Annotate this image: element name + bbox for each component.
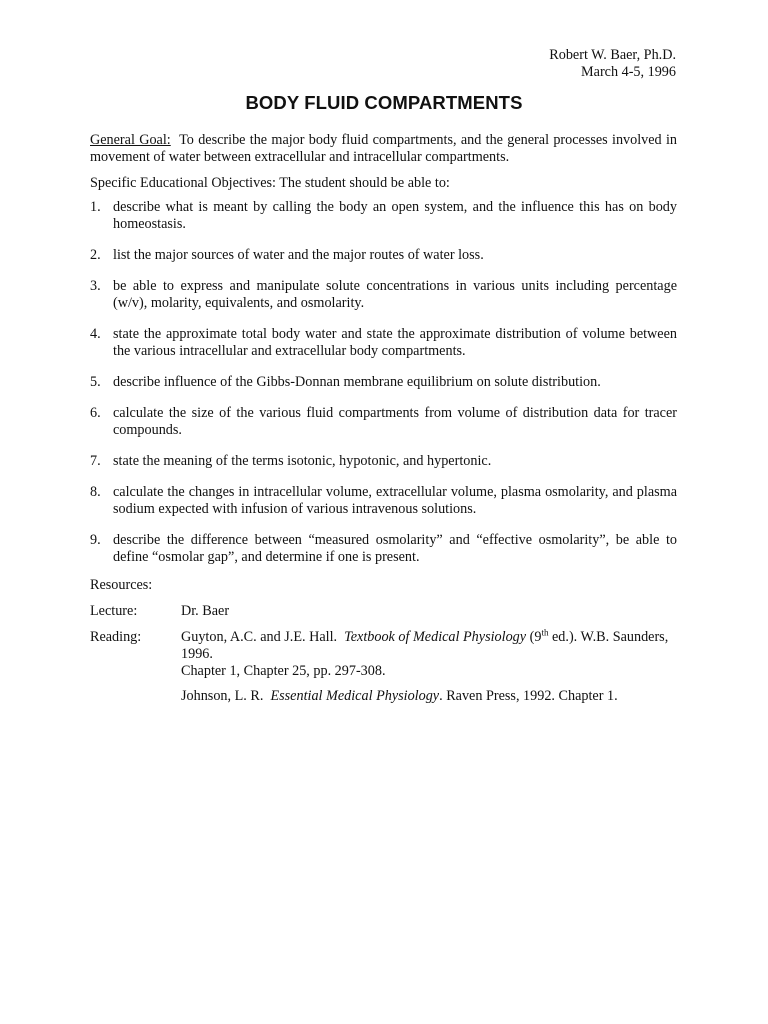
reading-citation-1 — [181, 629, 677, 680]
document-title: BODY FLUID COMPARTMENTS — [245, 92, 523, 113]
reading-1-authors: Guyton, A.C. and J.E. Hall. — [181, 629, 338, 645]
reading-1-edition-pre: (9 — [529, 629, 542, 645]
objective-number: 3. — [90, 278, 101, 294]
document-body — [90, 132, 677, 705]
objectives-list — [90, 199, 677, 566]
objective-item — [90, 278, 677, 312]
objective-item — [90, 326, 677, 360]
objective-item — [90, 532, 677, 566]
reading-label: Reading: — [90, 629, 142, 645]
reading-2-authors: Johnson, L. R. — [181, 688, 264, 704]
lecture-row — [90, 603, 677, 620]
general-goal-label: General Goal: — [90, 132, 171, 148]
reading-1-chapters: Chapter 1, Chapter 25, pp. 297-308. — [181, 663, 386, 679]
objective-item — [90, 484, 677, 518]
objective-number: 9. — [90, 532, 101, 548]
general-goal — [90, 132, 677, 166]
objective-number: 7. — [90, 453, 101, 469]
objective-number: 1. — [90, 199, 101, 215]
objective-item — [90, 247, 677, 264]
author-block — [549, 47, 676, 81]
reading-2-book-title: Essential Medical Physiology — [270, 688, 440, 704]
objective-item — [90, 405, 677, 439]
objective-number: 5. — [90, 374, 101, 390]
lecture-text: Dr. Baer — [181, 603, 230, 619]
lecture-date: March 4-5, 1996 — [581, 64, 676, 80]
reading-citation-2 — [181, 688, 677, 705]
objective-text: describe influence of the Gibbs-Donnan membrane equilibrium on solute distribution. — [113, 374, 601, 390]
objective-number: 8. — [90, 484, 101, 500]
objective-number: 6. — [90, 405, 101, 421]
objective-text: list the major sources of water and the major routes of water loss. — [113, 247, 484, 263]
author-name: Robert W. Baer, Ph.D. — [549, 47, 676, 63]
reading-1-edition-sup: th — [541, 627, 549, 638]
objective-text: state the meaning of the terms isotonic, hypotonic, and hypertonic. — [113, 453, 492, 469]
objective-item — [90, 374, 677, 391]
objective-text: calculate the changes in intracellular volume, extracellular volume, plasma osmolarity, and plasma sodium expected with infusion of various intravenous solutions. — [113, 484, 677, 517]
objectives-intro: Specific Educational Objectives: The student should be able to: — [90, 175, 450, 191]
reading-1-book-title: Textbook of Medical Physiology — [344, 629, 527, 645]
reading-1-edition-post: ed.). W.B. Saunders, 1996. — [181, 629, 669, 662]
objective-number: 2. — [90, 247, 101, 263]
objective-text: describe the difference between “measured osmolarity” and “effective osmolarity”, be able to define “osmolar gap”, and determine if one is present. — [113, 532, 677, 565]
lecture-label: Lecture: — [90, 603, 138, 619]
reading-2-rest: . Raven Press, 1992. Chapter 1. — [439, 688, 618, 704]
resources-heading: Resources: — [90, 577, 153, 593]
general-goal-text: To describe the major body fluid compartments, and the general processes involved in movement of water between extracellular and intracellular compartments. — [90, 132, 677, 165]
objective-text: state the approximate total body water and state the approximate distribution of volume between the various intracellular and extracellular body compartments. — [113, 326, 677, 359]
objective-text: calculate the size of the various fluid compartments from volume of distribution data for tracer compounds. — [113, 405, 677, 438]
objective-text: be able to express and manipulate solute concentrations in various units including percentage (w/v), molarity, equivalents, and osmolarity. — [113, 278, 677, 311]
objective-text: describe what is meant by calling the body an open system, and the influence this has on body homeostasis. — [113, 199, 677, 232]
objective-item — [90, 453, 677, 470]
objective-number: 4. — [90, 326, 101, 342]
objective-item — [90, 199, 677, 233]
reading-row — [90, 629, 677, 680]
